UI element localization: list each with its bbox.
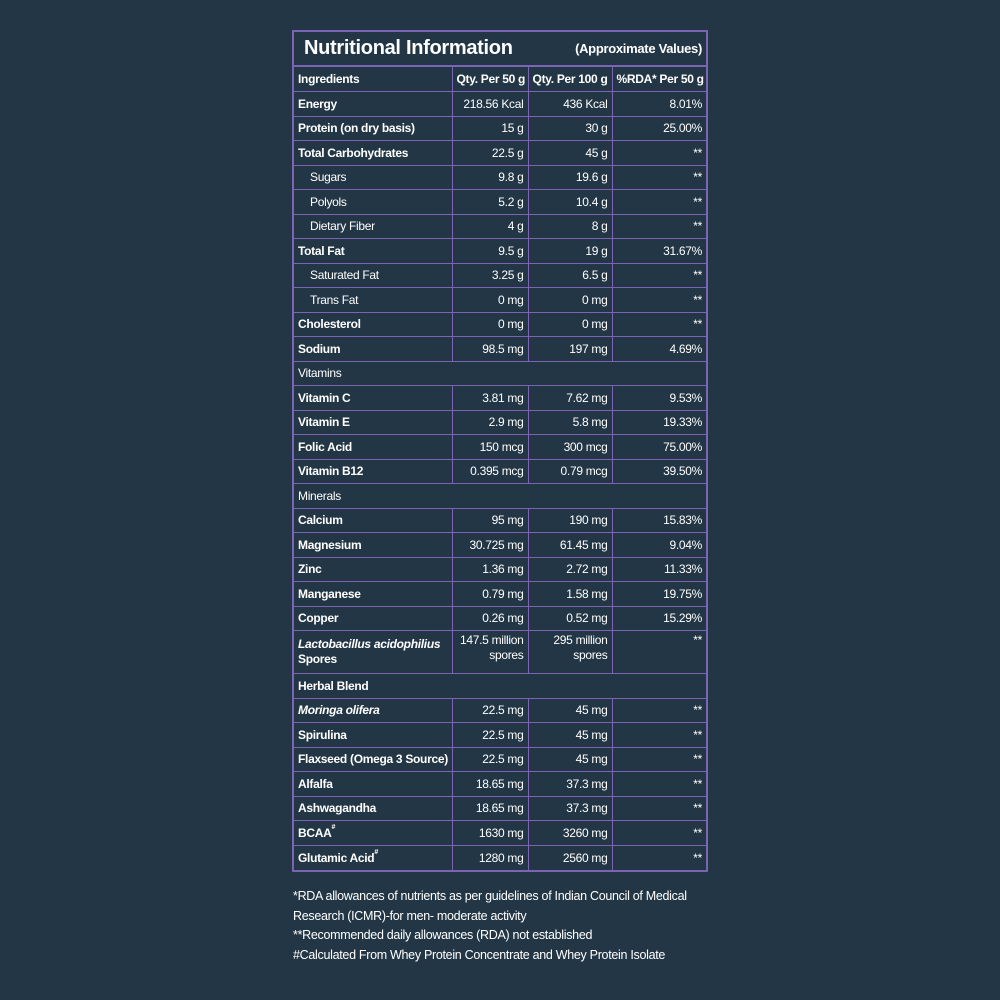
ingredient-name-text: Trans Fat: [310, 292, 359, 307]
ingredient-name-text: Flaxseed (Omega 3 Source): [298, 752, 448, 767]
rda-value: 11.33%: [612, 557, 706, 582]
ingredient-name-text: Magnesium: [298, 537, 362, 552]
ingredient-name: [294, 582, 452, 607]
section-row: [294, 674, 706, 699]
qty-100g: 0.52 mg: [528, 606, 612, 631]
ingredient-name-text: Moringa olifera: [298, 703, 380, 718]
ingredient-name: [294, 631, 452, 674]
ingredient-name-text: Manganese: [298, 586, 361, 601]
rda-value: **: [612, 263, 706, 288]
qty-50g: 9.8 g: [452, 165, 528, 190]
table-header-row: [294, 67, 706, 92]
qty-50g: 150 mcg: [452, 435, 528, 460]
table-row: [294, 845, 706, 870]
qty-100g: 45 mg: [528, 723, 612, 748]
ingredient-name-text: Calcium: [298, 513, 343, 528]
ingredient-name-text: Folic Acid: [298, 439, 352, 454]
qty-50g: 2.9 mg: [452, 410, 528, 435]
ingredient-name-text: Alfalfa: [298, 776, 333, 791]
ingredient-name-text: Dietary Fiber: [310, 219, 375, 234]
ingredient-name: [294, 337, 452, 362]
table-row: [294, 796, 706, 821]
section-row: [294, 361, 706, 386]
table-row: [294, 214, 706, 239]
ingredient-name: [294, 386, 452, 411]
ingredient-name-text: Protein (on dry basis): [298, 121, 415, 136]
table-row: [294, 165, 706, 190]
section-row: [294, 484, 706, 509]
qty-50g: 3.25 g: [452, 263, 528, 288]
ingredient-name-italic: Lactobacillus acidophilius: [298, 637, 441, 651]
table-row: [294, 508, 706, 533]
ingredient-name-suffix: Spores: [298, 652, 337, 666]
qty-100g: 10.4 g: [528, 190, 612, 215]
table-row: [294, 312, 706, 337]
table-row: [294, 459, 706, 484]
ingredient-name: [294, 723, 452, 748]
ingredient-name: [294, 747, 452, 772]
qty-100g: 1.58 mg: [528, 582, 612, 607]
ingredient-name-text: Vitamin E: [298, 415, 350, 430]
qty-50g: 4 g: [452, 214, 528, 239]
header-qty-50g: Qty. Per 50 g: [452, 67, 528, 92]
rda-value: 31.67%: [612, 239, 706, 264]
qty-50g: 15 g: [452, 116, 528, 141]
qty-50g: 22.5 mg: [452, 723, 528, 748]
table-row: [294, 582, 706, 607]
table-row: [294, 92, 706, 117]
nutrition-table: [294, 67, 706, 870]
ingredient-name: [294, 796, 452, 821]
table-row: [294, 747, 706, 772]
qty-100g: 7.62 mg: [528, 386, 612, 411]
table-row: [294, 190, 706, 215]
ingredient-name: [294, 116, 452, 141]
qty-50g: 1630 mg: [452, 821, 528, 846]
header-rda: %RDA* Per 50 g: [612, 67, 706, 92]
ingredient-name-text: Copper: [298, 611, 339, 626]
qty-50g: 98.5 mg: [452, 337, 528, 362]
qty-50g: 3.81 mg: [452, 386, 528, 411]
rda-value: 19.33%: [612, 410, 706, 435]
qty-50g: 1.36 mg: [452, 557, 528, 582]
table-row: [294, 116, 706, 141]
qty-100g: 2560 mg: [528, 845, 612, 870]
rda-value: 15.83%: [612, 508, 706, 533]
footnote-marker: #: [374, 848, 378, 856]
qty-100g: 0.79 mcg: [528, 459, 612, 484]
section-label: Vitamins: [294, 361, 706, 386]
qty-50g: 9.5 g: [452, 239, 528, 264]
qty-100g: 5.8 mg: [528, 410, 612, 435]
ingredient-name-text: Vitamin B12: [298, 464, 364, 479]
rda-value: **: [612, 845, 706, 870]
ingredient-name-text: Sodium: [298, 341, 341, 356]
qty-100g: 197 mg: [528, 337, 612, 362]
table-row: [294, 723, 706, 748]
ingredient-name-text: Glutamic Acid: [298, 850, 375, 865]
ingredient-name: [294, 557, 452, 582]
qty-50g: 147.5 million spores: [452, 631, 528, 674]
qty-100g: 300 mcg: [528, 435, 612, 460]
qty-100g: 8 g: [528, 214, 612, 239]
ingredient-name: [294, 263, 452, 288]
table-row: [294, 141, 706, 166]
table-row: [294, 631, 706, 674]
title-bar: [294, 32, 706, 67]
qty-50g: 18.65 mg: [452, 772, 528, 797]
section-label: Herbal Blend: [294, 674, 706, 699]
rda-value: **: [612, 747, 706, 772]
ingredient-name-text: Vitamin C: [298, 390, 351, 405]
rda-value: 8.01%: [612, 92, 706, 117]
table-row: [294, 772, 706, 797]
rda-value: **: [612, 821, 706, 846]
ingredient-name: [294, 92, 452, 117]
qty-100g: 2.72 mg: [528, 557, 612, 582]
rda-value: **: [612, 631, 706, 674]
table-row: [294, 435, 706, 460]
rda-value: 39.50%: [612, 459, 706, 484]
qty-100g: 45 g: [528, 141, 612, 166]
table-row: [294, 557, 706, 582]
table-row: [294, 239, 706, 264]
header-ingredients: Ingredients: [294, 67, 452, 92]
ingredient-name: [294, 165, 452, 190]
ingredient-name: [294, 533, 452, 558]
table-row: [294, 533, 706, 558]
ingredient-name: [294, 772, 452, 797]
qty-50g: 22.5 mg: [452, 747, 528, 772]
qty-50g: 95 mg: [452, 508, 528, 533]
rda-value: **: [612, 288, 706, 313]
table-row: [294, 337, 706, 362]
qty-100g: 30 g: [528, 116, 612, 141]
qty-100g: 19.6 g: [528, 165, 612, 190]
nutrition-panel: [292, 30, 708, 872]
footnote-line: **Recommended daily allowances (RDA) not established: [293, 928, 593, 942]
rda-value: **: [612, 214, 706, 239]
ingredient-name: [294, 312, 452, 337]
qty-100g: 37.3 mg: [528, 772, 612, 797]
rda-value: **: [612, 796, 706, 821]
footnote-marker: #: [331, 823, 336, 831]
qty-100g: 45 mg: [528, 747, 612, 772]
qty-100g: 3260 mg: [528, 821, 612, 846]
footnote-line: Research (ICMR)-for men- moderate activity: [293, 908, 527, 923]
qty-50g: 0 mg: [452, 312, 528, 337]
ingredient-name-text: Ashwagandha: [298, 801, 377, 816]
table-row: [294, 288, 706, 313]
qty-50g: 30.725 mg: [452, 533, 528, 558]
ingredient-name-text: BCAA: [298, 825, 332, 840]
rda-value: **: [612, 312, 706, 337]
ingredient-name: [294, 190, 452, 215]
ingredient-name: [294, 435, 452, 460]
ingredient-name-text: Cholesterol: [298, 317, 361, 332]
ingredient-name: [294, 821, 452, 846]
rda-value: **: [612, 772, 706, 797]
qty-100g: 37.3 mg: [528, 796, 612, 821]
rda-value: **: [612, 165, 706, 190]
ingredient-name: [294, 508, 452, 533]
rda-value: **: [612, 190, 706, 215]
qty-100g: 19 g: [528, 239, 612, 264]
qty-50g: 5.2 g: [452, 190, 528, 215]
ingredient-name: [294, 214, 452, 239]
qty-100g: 0 mg: [528, 312, 612, 337]
qty-50g: 0 mg: [452, 288, 528, 313]
qty-100g: 45 mg: [528, 698, 612, 723]
qty-50g: 0.79 mg: [452, 582, 528, 607]
ingredient-name-text: Total Carbohydrates: [298, 145, 409, 160]
ingredient-name-text: Total Fat: [298, 243, 345, 258]
nutrition-table-body: [294, 67, 706, 870]
table-row: [294, 386, 706, 411]
ingredient-name: [294, 845, 452, 870]
page-title: Nutritional Information: [304, 37, 513, 59]
rda-value: 19.75%: [612, 582, 706, 607]
ingredient-name: [294, 141, 452, 166]
ingredient-name: [294, 288, 452, 313]
qty-50g: 0.26 mg: [452, 606, 528, 631]
table-row: [294, 263, 706, 288]
rda-value: 15.29%: [612, 606, 706, 631]
qty-50g: 218.56 Kcal: [452, 92, 528, 117]
rda-value: **: [612, 698, 706, 723]
table-row: [294, 821, 706, 846]
footnote-line: *RDA allowances of nutrients as per guidelines of Indian Council of Medical: [293, 889, 687, 903]
ingredient-name-text: Polyols: [310, 194, 347, 209]
rda-value: 4.69%: [612, 337, 706, 362]
table-row: [294, 606, 706, 631]
ingredient-name-text: Sugars: [310, 170, 347, 185]
qty-100g: 6.5 g: [528, 263, 612, 288]
footnotes: [293, 887, 723, 965]
table-row: [294, 698, 706, 723]
qty-50g: 1280 mg: [452, 845, 528, 870]
ingredient-name: [294, 239, 452, 264]
ingredient-name: [294, 606, 452, 631]
qty-50g: 0.395 mcg: [452, 459, 528, 484]
header-qty-100g: Qty. Per 100 g: [528, 67, 612, 92]
rda-value: 75.00%: [612, 435, 706, 460]
qty-100g: 190 mg: [528, 508, 612, 533]
ingredient-name: [294, 410, 452, 435]
ingredient-name: [294, 459, 452, 484]
rda-value: 9.04%: [612, 533, 706, 558]
footnote-line: #Calculated From Whey Protein Concentrate and Whey Protein Isolate: [293, 947, 666, 962]
qty-50g: 22.5 g: [452, 141, 528, 166]
qty-100g: 61.45 mg: [528, 533, 612, 558]
rda-value: **: [612, 141, 706, 166]
qty-100g: 0 mg: [528, 288, 612, 313]
ingredient-name-text: Energy: [298, 96, 337, 111]
ingredient-name-text: Zinc: [298, 562, 322, 577]
page-subtitle: (Approximate Values): [575, 41, 702, 56]
ingredient-name: [294, 698, 452, 723]
rda-value: 25.00%: [612, 116, 706, 141]
qty-50g: 22.5 mg: [452, 698, 528, 723]
table-row: [294, 410, 706, 435]
qty-100g: 436 Kcal: [528, 92, 612, 117]
rda-value: **: [612, 723, 706, 748]
qty-50g: 18.65 mg: [452, 796, 528, 821]
ingredient-name-text: Spirulina: [298, 727, 347, 742]
section-label: Minerals: [294, 484, 706, 509]
rda-value: 9.53%: [612, 386, 706, 411]
ingredient-name-text: Saturated Fat: [310, 268, 379, 283]
qty-100g: 295 million spores: [528, 631, 612, 674]
